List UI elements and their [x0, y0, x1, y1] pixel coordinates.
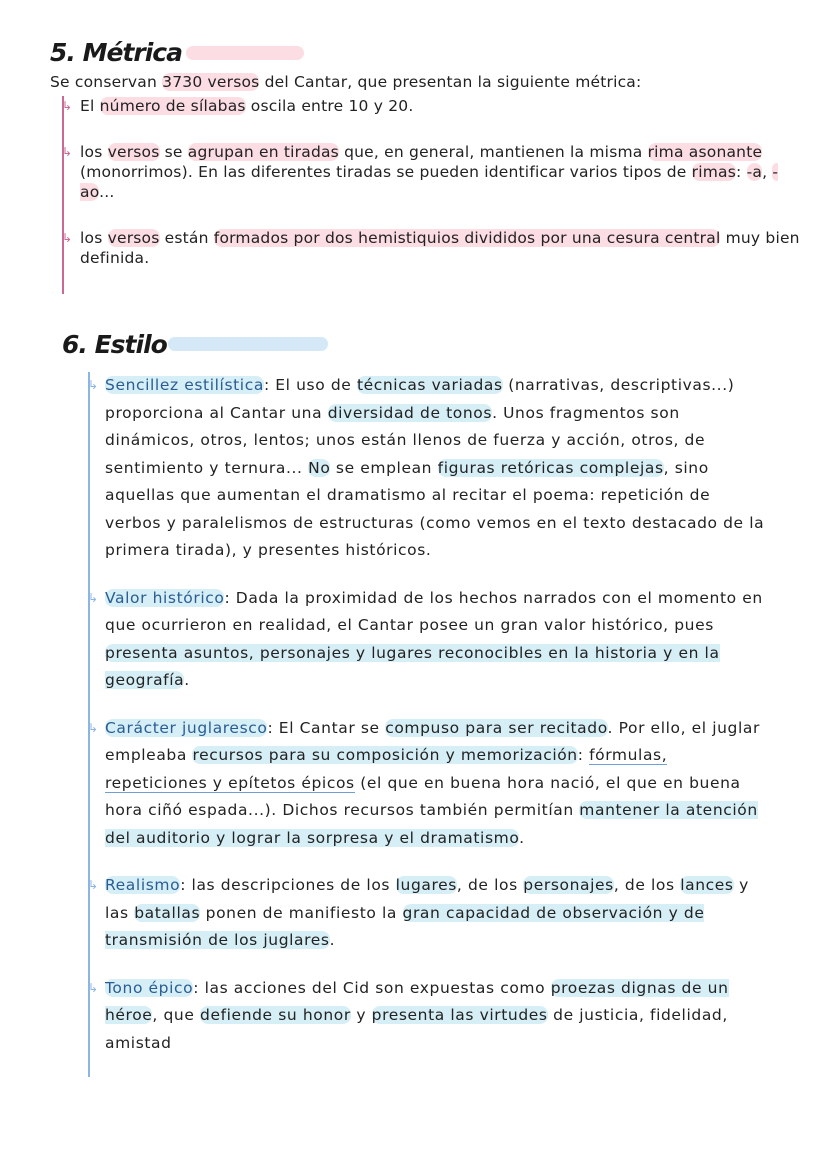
text-segment: , — [762, 163, 773, 181]
section-6-list — [88, 372, 770, 1077]
list-item — [64, 142, 804, 202]
text-segment: . — [519, 828, 525, 847]
arrow-icon: ↳ — [62, 99, 73, 113]
text-segment: del Cantar, que presentan la siguiente métrica: — [259, 73, 642, 91]
list-item — [64, 96, 804, 116]
text-segment: (el que en buena hora nació, el que en buena hora ciñó espada...). Dichos recursos también permitían — [105, 773, 741, 819]
list-item — [90, 715, 770, 853]
highlighted-text: gran capacidad de observación y de transmisión de los juglares — [105, 903, 705, 949]
text-segment: muy bien definida. — [80, 229, 800, 267]
text-segment: , de los — [613, 876, 681, 894]
highlighted-text: batallas — [134, 903, 201, 922]
title-highlight-pink — [186, 46, 304, 60]
text-segment: : — [577, 746, 590, 764]
list-item — [90, 585, 770, 695]
text-segment: : Dada la proximidad de los hechos narrados con el momento en que ocurrieron en realidad, el Cantar posee un gran valor histórico, pues — [105, 588, 763, 634]
section-5-intro — [50, 71, 810, 93]
highlighted-text: lances — [680, 876, 734, 894]
highlighted-text: presenta asuntos, personajes y lugares reconocibles en la historia y en la geografía — [105, 643, 720, 689]
list-item — [90, 975, 770, 1058]
text-segment: , sino aquellas que aumentan el dramatismo al recitar el poema: repetición de verbos y paralelismos de estructuras (como vemos en el texto destacado de la primera tirada), y presentes históricos. — [105, 458, 765, 559]
text-segment: y — [350, 1006, 372, 1024]
section-5-list — [62, 96, 804, 294]
list-item — [90, 372, 770, 565]
text-segment: los — [80, 229, 108, 247]
arrow-icon: ↳ — [62, 231, 73, 245]
section-5-title: 5. Métrica — [50, 38, 182, 67]
arrow-icon: ↳ — [88, 980, 99, 995]
arrow-icon: ↳ — [88, 378, 99, 392]
item-label: Tono épico — [105, 978, 194, 997]
highlighted-text: personajes — [523, 876, 614, 894]
highlighted-text: versos — [107, 143, 160, 161]
text-segment: se — [159, 143, 188, 161]
highlighted-text: rima asonante — [647, 143, 763, 161]
highlighted-text: No — [308, 458, 331, 477]
item-label: Realismo — [105, 876, 181, 894]
text-segment: : — [736, 163, 747, 181]
text-segment: que, en general, mantienen la misma — [338, 143, 648, 161]
highlighted-text: presenta las virtudes — [371, 1006, 548, 1024]
text-segment: los — [80, 143, 108, 161]
highlighted-text: compuso para ser recitado — [385, 718, 608, 737]
highlighted-text: -a — [746, 163, 763, 181]
text-segment: . — [329, 931, 336, 949]
title-highlight-blue — [168, 337, 328, 351]
text-segment: : las descripciones de los — [180, 876, 396, 894]
list-item — [64, 228, 804, 268]
text-segment: ponen de manifiesto la — [200, 903, 403, 922]
text-segment: Se conservan — [50, 73, 163, 91]
list-item — [90, 872, 770, 955]
text-segment: , de los — [456, 876, 524, 894]
highlighted-text: mantener la atención del auditorio y lograr la sorpresa y el dramatismo — [105, 801, 758, 847]
highlighted-text: rimas — [691, 163, 737, 181]
text-segment: (narrativas, descriptivas...) proporciona al Cantar una — [105, 376, 735, 422]
item-label: Valor histórico — [105, 588, 225, 607]
highlighted-text: proezas dignas de un héroe — [105, 978, 729, 1024]
text-segment: . Unos fragmentos son dinámicos, otros, lentos; unos están llenos de fuerza y acción, otros, de sentimiento y ternura... — [105, 403, 706, 477]
highlighted-text: versos — [107, 229, 160, 247]
item-label: Carácter juglaresco — [105, 718, 268, 737]
text-segment: : El Cantar se — [267, 718, 386, 737]
arrow-icon: ↳ — [88, 720, 99, 735]
text-segment: , que — [152, 1006, 201, 1024]
highlighted-text: número de sílabas — [99, 97, 246, 115]
text-segment: y las — [105, 876, 749, 922]
text-segment: se emplean — [330, 458, 438, 477]
highlighted-text: lugares — [395, 876, 457, 894]
item-label: Sencillez estilística — [105, 376, 264, 394]
text-segment: oscila entre 10 y 20. — [245, 97, 414, 115]
text-segment: . — [184, 671, 190, 689]
text-segment: . Por ello, el juglar empleaba — [105, 718, 760, 764]
section-6-title: 6. Estilo — [62, 330, 167, 359]
text-segment: están — [159, 229, 214, 247]
highlighted-text: recursos para su composición y memorización — [192, 746, 578, 764]
arrow-icon: ↳ — [62, 145, 73, 159]
highlighted-text: agrupan en tiradas — [187, 143, 339, 161]
underlined-text: fórmulas, repeticiones y epítetos épicos — [105, 746, 668, 792]
text-segment: ... — [99, 183, 115, 201]
arrow-icon: ↳ — [88, 878, 99, 892]
highlighted-text: figuras retóricas complejas — [437, 458, 664, 477]
arrow-icon: ↳ — [88, 590, 99, 605]
text-segment: de justicia, fidelidad, amistad — [105, 1006, 728, 1052]
highlighted-text: defiende su honor — [200, 1006, 351, 1024]
highlighted-text: -ao — [80, 163, 779, 201]
text-segment: : El uso de — [263, 376, 357, 394]
text-segment: (monorrimos). En las diferentes tiradas se pueden identificar varios tipos de — [80, 163, 692, 181]
highlighted-text: formados por dos hemistiquios divididos por una cesura central — [213, 229, 721, 247]
highlighted-text: diversidad de tonos — [327, 403, 493, 422]
text-segment: : las acciones del Cid son expuestas como — [193, 978, 551, 997]
highlighted-text: 3730 versos — [162, 73, 260, 91]
text-segment: El — [80, 97, 100, 115]
highlighted-text: técnicas variadas — [356, 376, 503, 394]
